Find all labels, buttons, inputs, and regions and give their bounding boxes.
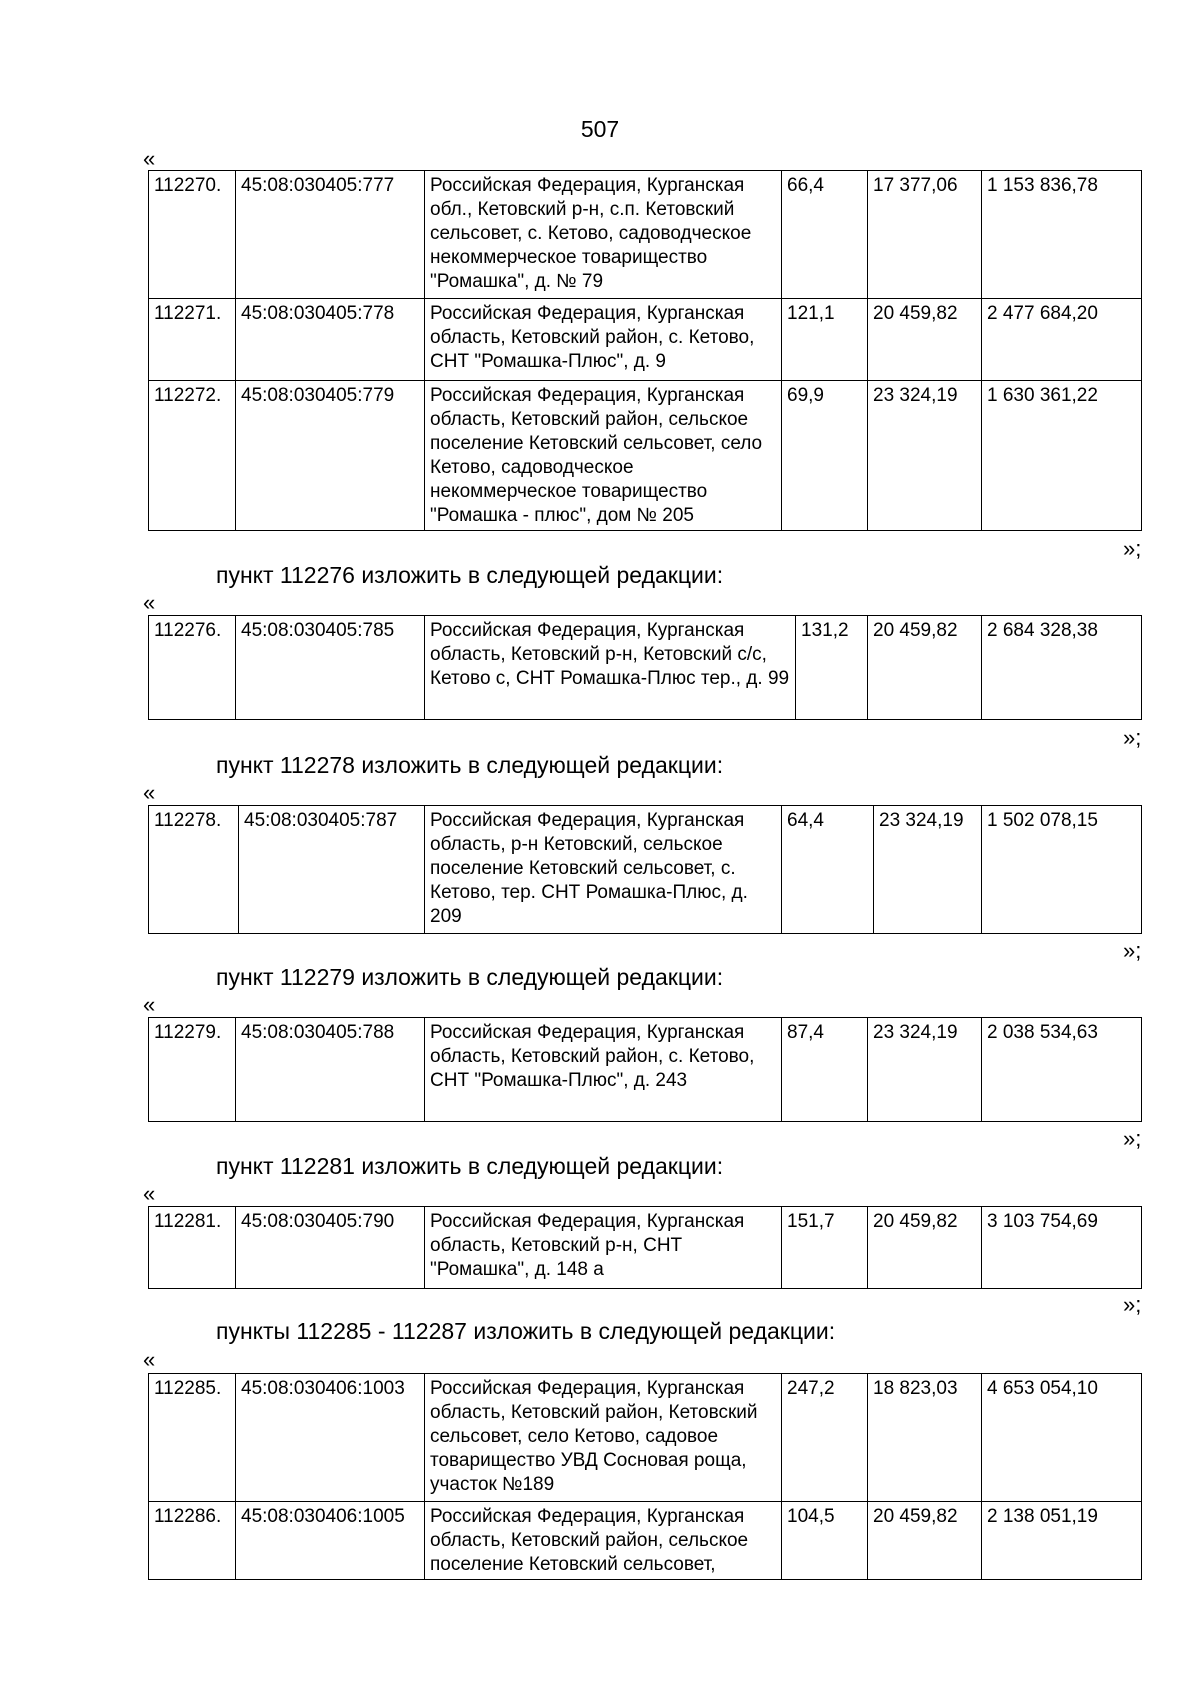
open-quote: «: [143, 146, 156, 171]
cadastral-number: 45:08:030405:790: [236, 1207, 425, 1289]
cadastral-value: 2 477 684,20: [982, 299, 1142, 381]
specific-value: 17 377,06: [868, 171, 982, 299]
open-quote: «: [143, 1347, 156, 1372]
address: Российская Федерация, Курганская область, Кетовский район, сельское поселение Кетовский сельсовет,: [425, 1502, 782, 1580]
table-row: [149, 1018, 1142, 1122]
cadastral-table: [148, 1206, 1142, 1289]
amendment-instruction: пункт 112278 изложить в следующей редакции:: [216, 752, 724, 778]
row-number: 112272.: [149, 381, 236, 531]
specific-value: 20 459,82: [868, 1207, 982, 1289]
cadastral-number: 45:08:030405:778: [236, 299, 425, 381]
table-row: [149, 1374, 1142, 1502]
page-number: 507: [580, 116, 620, 142]
cadastral-value: 1 502 078,15: [982, 806, 1142, 934]
area: 104,5: [782, 1502, 868, 1580]
open-quote: «: [143, 992, 156, 1017]
close-quote: »;: [1123, 938, 1142, 963]
area: 247,2: [782, 1374, 868, 1502]
address: Российская Федерация, Курганская область, Кетовский р-н, СНТ "Ромашка", д. 148 а: [425, 1207, 782, 1289]
cadastral-number: 45:08:030406:1005: [236, 1502, 425, 1580]
area: 121,1: [782, 299, 868, 381]
row-number: 112271.: [149, 299, 236, 381]
cadastral-value: 2 684 328,38: [982, 616, 1142, 720]
specific-value: 23 324,19: [868, 1018, 982, 1122]
specific-value: 18 823,03: [868, 1374, 982, 1502]
address: Российская Федерация, Курганская область, Кетовский район, с. Кетово, СНТ "Ромашка-Плюс", д. 9: [425, 299, 782, 381]
cadastral-table: [148, 170, 1142, 531]
table-row: [149, 299, 1142, 381]
cadastral-table: [148, 1373, 1142, 1580]
cadastral-number: 45:08:030405:785: [236, 616, 425, 720]
close-quote: »;: [1123, 1292, 1142, 1317]
address: Российская Федерация, Курганская область, Кетовский р-н, Кетовский с/с, Кетово с, СНТ Ромашка-Плюс тер., д. 99: [425, 616, 796, 720]
row-number: 112286.: [149, 1502, 236, 1580]
cadastral-number: 45:08:030405:777: [236, 171, 425, 299]
amendment-instruction: пункты 112285 - 112287 изложить в следующей редакции:: [216, 1318, 836, 1344]
row-number: 112279.: [149, 1018, 236, 1122]
table-row: [149, 806, 1142, 934]
address: Российская Федерация, Курганская область, р-н Кетовский, сельское поселение Кетовский сельсовет, с. Кетово, тер. СНТ Ромашка-Плюс, д. 209: [425, 806, 782, 934]
cadastral-number: 45:08:030406:1003: [236, 1374, 425, 1502]
close-quote: »;: [1123, 536, 1142, 561]
cadastral-value: 4 653 054,10: [982, 1374, 1142, 1502]
row-number: 112278.: [149, 806, 239, 934]
cadastral-number: 45:08:030405:788: [236, 1018, 425, 1122]
cadastral-value: 3 103 754,69: [982, 1207, 1142, 1289]
table-row: [149, 381, 1142, 531]
row-number: 112276.: [149, 616, 236, 720]
cadastral-value: 1 630 361,22: [982, 381, 1142, 531]
area: 151,7: [782, 1207, 868, 1289]
table-row: [149, 1207, 1142, 1289]
amendment-instruction: пункт 112281 изложить в следующей редакции:: [216, 1153, 724, 1179]
open-quote: «: [143, 590, 156, 615]
amendment-instruction: пункт 112276 изложить в следующей редакции:: [216, 562, 724, 588]
table-row: [149, 1502, 1142, 1580]
row-number: 112270.: [149, 171, 236, 299]
close-quote: »;: [1123, 725, 1142, 750]
address: Российская Федерация, Курганская область, Кетовский район, сельское поселение Кетовский сельсовет, село Кетово, садоводческое некоммерческое товарищество "Ромашка - плюс", дом № 205: [425, 381, 782, 531]
table-row: [149, 616, 1142, 720]
specific-value: 20 459,82: [868, 616, 982, 720]
address: Российская Федерация, Курганская область, Кетовский район, с. Кетово, СНТ "Ромашка-Плюс", д. 243: [425, 1018, 782, 1122]
area: 66,4: [782, 171, 868, 299]
table-row: [149, 171, 1142, 299]
cadastral-value: 2 138 051,19: [982, 1502, 1142, 1580]
cadastral-number: 45:08:030405:779: [236, 381, 425, 531]
cadastral-table: [148, 805, 1142, 934]
address: Российская Федерация, Курганская область, Кетовский район, Кетовский сельсовет, село Кетово, садовое товарищество УВД Сосновая роща, участок №189: [425, 1374, 782, 1502]
area: 69,9: [782, 381, 868, 531]
close-quote: »;: [1123, 1126, 1142, 1151]
open-quote: «: [143, 780, 156, 805]
specific-value: 20 459,82: [868, 1502, 982, 1580]
address: Российская Федерация, Курганская обл., Кетовский р-н, с.п. Кетовский сельсовет, с. Кетово, садоводческое некоммерческое товарищество "Ромашка", д. № 79: [425, 171, 782, 299]
cadastral-number: 45:08:030405:787: [239, 806, 425, 934]
cadastral-table: [148, 1017, 1142, 1122]
area: 131,2: [796, 616, 868, 720]
cadastral-table: [148, 615, 1142, 720]
cadastral-value: 2 038 534,63: [982, 1018, 1142, 1122]
cadastral-value: 1 153 836,78: [982, 171, 1142, 299]
specific-value: 23 324,19: [874, 806, 982, 934]
row-number: 112281.: [149, 1207, 236, 1289]
open-quote: «: [143, 1181, 156, 1206]
area: 87,4: [782, 1018, 868, 1122]
row-number: 112285.: [149, 1374, 236, 1502]
amendment-instruction: пункт 112279 изложить в следующей редакции:: [216, 964, 724, 990]
area: 64,4: [782, 806, 874, 934]
specific-value: 23 324,19: [868, 381, 982, 531]
specific-value: 20 459,82: [868, 299, 982, 381]
